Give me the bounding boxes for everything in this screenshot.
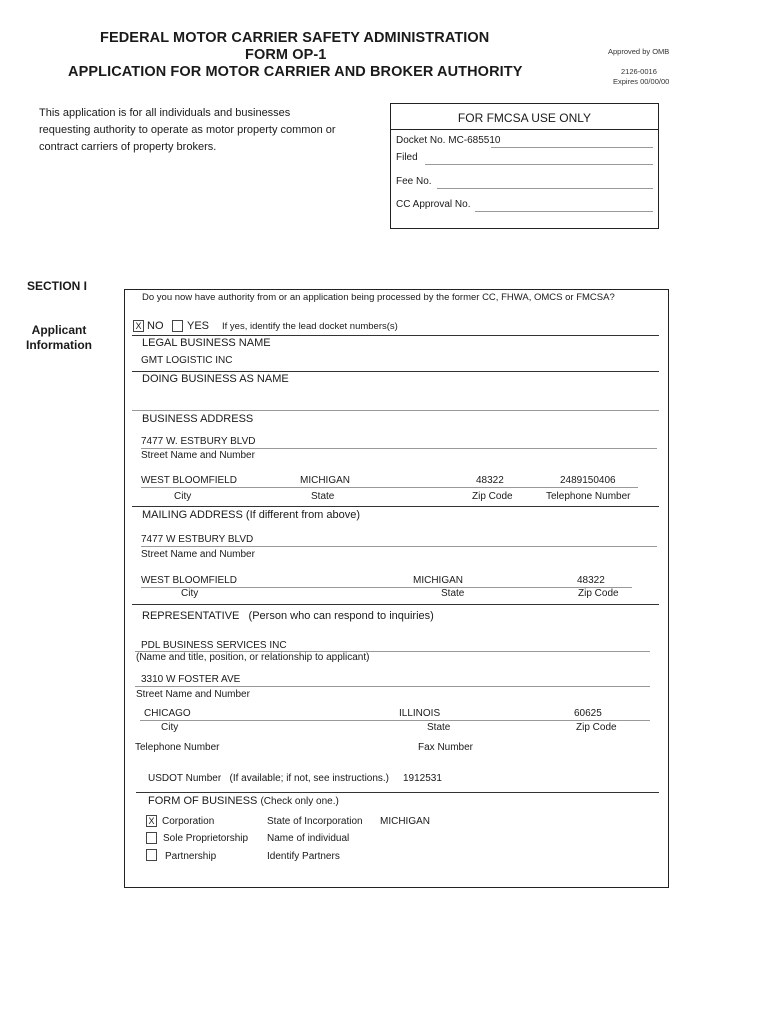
- representative-state-label: State: [427, 722, 451, 733]
- section-name: [24, 323, 94, 352]
- cc-approval-label: CC Approval No.: [396, 199, 471, 210]
- usdot-label: USDOT Number (If available; if not, see instructions.): [148, 773, 390, 784]
- business-phone-label: Telephone Number: [546, 491, 631, 502]
- state-of-incorporation-label: State of Incorporation: [267, 816, 363, 827]
- corporation-checkbox[interactable]: X: [146, 815, 157, 827]
- intro-text: [39, 105, 336, 156]
- docket-number: Docket No. MC-685510: [396, 135, 501, 146]
- sole-proprietorship-label: Sole Proprietorship: [163, 833, 249, 844]
- fee-number-field[interactable]: [437, 188, 653, 189]
- representative-zip-label: Zip Code: [576, 722, 617, 733]
- intro-line: This application is for all individuals and businesses: [39, 107, 291, 119]
- omb-approved: Approved by OMB: [608, 47, 670, 56]
- no-checkbox[interactable]: X: [133, 320, 144, 332]
- intro-line: contract carriers of property brokers.: [39, 141, 217, 153]
- representative-phone-label: Telephone Number: [135, 742, 220, 753]
- mailing-zip-value[interactable]: 48322: [577, 575, 605, 586]
- filed-field[interactable]: [425, 164, 653, 165]
- partnership-checkbox[interactable]: [146, 849, 157, 861]
- form-of-business-title: FORM OF BUSINESS: [148, 795, 258, 807]
- application-title: APPLICATION FOR MOTOR CARRIER AND BROKER AUTHORITY: [68, 64, 523, 80]
- yes-note: If yes, identify the lead docket numbers(s): [222, 321, 398, 332]
- representative-street-value[interactable]: 3310 W FOSTER AVE: [141, 674, 241, 685]
- no-label: NO: [147, 320, 164, 332]
- authority-question: Do you now have authority from or an application being processed by the former CC, FHWA, OMCS or FMCSA?: [142, 292, 615, 303]
- representative-fax-label: Fax Number: [418, 742, 474, 753]
- business-street-label: Street Name and Number: [141, 450, 255, 461]
- mailing-zip-label: Zip Code: [578, 588, 619, 599]
- corporation-label: Corporation: [162, 816, 215, 827]
- mailing-city-value[interactable]: WEST BLOOMFIELD: [141, 575, 237, 586]
- business-zip-value[interactable]: 48322: [476, 475, 504, 486]
- representative-street-label: Street Name and Number: [136, 689, 250, 700]
- section-name-line: Applicant: [31, 323, 87, 337]
- usdot-value[interactable]: 1912531: [403, 773, 442, 784]
- fee-number-label: Fee No.: [396, 176, 432, 187]
- business-street-value[interactable]: 7477 W. ESTBURY BLVD: [141, 436, 256, 447]
- omb-number: 2126-0016: [621, 67, 657, 76]
- form-of-business-hint: (Check only one.): [260, 796, 339, 807]
- agency-title: FEDERAL MOTOR CARRIER SAFETY ADMINISTRATION: [100, 30, 490, 46]
- representative-name-value[interactable]: PDL BUSINESS SERVICES INC: [141, 640, 287, 651]
- identify-partners-label: Identify Partners: [267, 851, 340, 862]
- representative-state-value[interactable]: ILLINOIS: [399, 708, 441, 719]
- form-of-business-label: [148, 795, 339, 807]
- business-address-label: BUSINESS ADDRESS: [142, 413, 254, 425]
- form-number: FORM OP-1: [245, 47, 327, 63]
- mailing-street-label: Street Name and Number: [141, 549, 255, 560]
- omb-expires: Expires 00/00/00: [613, 77, 670, 86]
- representative-city-value[interactable]: CHICAGO: [144, 708, 191, 719]
- representative-zip-value[interactable]: 60625: [574, 708, 602, 719]
- fmcsa-use-only-box: [390, 103, 659, 229]
- mailing-address-label: MAILING ADDRESS (If different from above): [142, 509, 361, 521]
- name-of-individual-label: Name of individual: [267, 833, 350, 844]
- legal-name-label: LEGAL BUSINESS NAME: [142, 337, 271, 349]
- mailing-state-label: State: [441, 588, 465, 599]
- mailing-street-value[interactable]: 7477 W ESTBURY BLVD: [141, 534, 254, 545]
- business-city-label: City: [174, 491, 192, 502]
- state-of-incorporation-value[interactable]: MICHIGAN: [380, 816, 430, 827]
- business-state-label: State: [311, 491, 335, 502]
- section-number: SECTION I: [27, 279, 88, 293]
- yes-checkbox[interactable]: [172, 320, 183, 332]
- representative-name-label: (Name and title, position, or relationship to applicant): [136, 652, 370, 663]
- yes-label: YES: [187, 320, 210, 332]
- partnership-label: Partnership: [165, 851, 217, 862]
- business-city-value[interactable]: WEST BLOOMFIELD: [141, 475, 237, 486]
- business-phone-value[interactable]: 2489150406: [560, 475, 616, 486]
- dba-field[interactable]: [132, 410, 659, 411]
- cc-approval-field[interactable]: [475, 211, 653, 212]
- mailing-state-value[interactable]: MICHIGAN: [413, 575, 463, 586]
- dba-label: DOING BUSINESS AS NAME: [142, 373, 289, 385]
- representative-label: REPRESENTATIVE (Person who can respond to inquiries): [142, 610, 434, 622]
- legal-name-value[interactable]: GMT LOGISTIC INC: [141, 355, 233, 366]
- filed-label: Filed: [396, 152, 418, 163]
- business-zip-label: Zip Code: [472, 491, 513, 502]
- mailing-city-label: City: [181, 588, 199, 599]
- business-state-value[interactable]: MICHIGAN: [300, 475, 350, 486]
- sole-proprietorship-checkbox[interactable]: [146, 832, 157, 844]
- representative-city-label: City: [161, 722, 179, 733]
- intro-line: requesting authority to operate as motor property common or: [39, 124, 336, 136]
- section-name-line: Information: [26, 338, 92, 352]
- fmcsa-box-heading: FOR FMCSA USE ONLY: [457, 111, 592, 125]
